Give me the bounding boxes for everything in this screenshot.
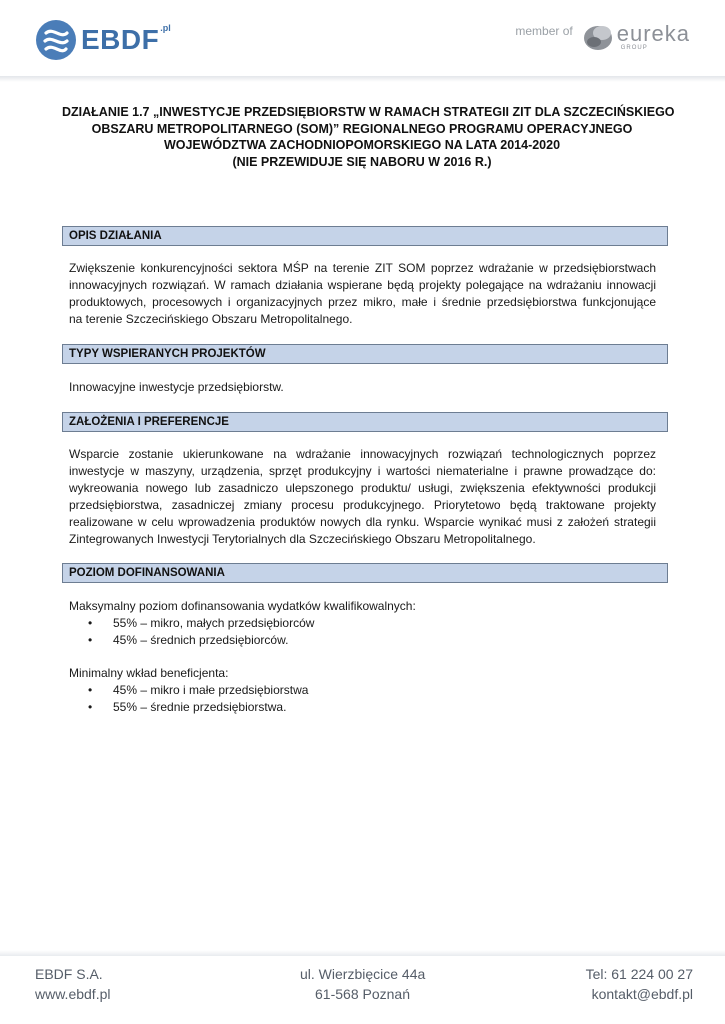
typy-paragraph [69,379,656,396]
bullet-icon: • [88,700,93,714]
poziom-intro-max [69,598,656,615]
zalozenia-paragraph [69,446,656,548]
document-title [62,104,675,170]
footer-contact [586,964,693,1004]
logo-domain-suffix: .pl [160,23,171,33]
member-of-eureka [515,22,690,52]
poziom-intro-min [69,665,656,682]
text-line: innowacyjnych rozwiązań. W ramach działania wspierane będą projekty polegające na wdrażaniu innowacji [69,278,656,292]
footer-address [300,964,425,1004]
text-line: Zwiększenie konkurencyjności sektora MŚP na terenie ZIT SOM poprzez wdrażanie w przedsiębiorstwach [69,261,656,275]
section-heading-typy: TYPY WSPIERANYCH PROJEKTÓW [62,344,668,364]
list-item [88,615,314,632]
footer-divider [0,950,725,956]
text-line: Innowacyjne inwestycje przedsiębiorstw. [69,380,284,394]
title-line: (NIE PRZEWIDUJE SIĘ NABORU W 2016 R.) [232,154,492,169]
ebdf-logo[interactable] [35,18,171,62]
ebdf-logo-icon [35,19,77,61]
eureka-name: eureka [616,21,690,46]
text-line: Zintegrowanych Inwestycji Terytorialnych dla Szczecińskiego Obszaru Metropolitalnego. [69,532,536,546]
section-heading-zalozenia: ZAŁOŻENIA I PREFERENCJE [62,412,668,432]
bullet-icon: • [88,683,93,697]
text-line: wykreowania nowego lub zasadniczo ulepszonego produktu/ usługi, zwiększenia efektywności produkcji [69,481,656,495]
city-address: 61-568 Poznań [315,986,410,1002]
text-line: Maksymalny poziom dofinansowania wydatków kwalifikowalnych: [69,599,416,613]
list-item [88,632,288,649]
header-divider [0,76,725,82]
logo-text: EBDF [81,24,160,55]
section-heading-opis: OPIS DZIAŁANIA [62,226,668,246]
title-line: WOJEWÓDZTWA ZACHODNIOPOMORSKIEGO NA LATA 2014-2020 [163,138,561,153]
list-item [88,682,308,699]
text-line: Wsparcie zostanie ukierunkowane na wdrażanie innowacyjnych rozwiązań technologicznych poprzez [69,447,656,461]
page-header [0,0,725,80]
eureka-logo-icon [581,22,615,52]
title-line: OBSZARU METROPOLITARNEGO (SOM)” REGIONALNEGO PROGRAMU OPERACYJNEGO [91,121,633,136]
street-address: ul. Wierzbięcice 44a [300,966,426,982]
eureka-group-label: GROUP [620,45,648,51]
list-item-text: 55% – mikro, małych przedsiębiorców [113,616,315,630]
list-item-text: 55% – średnie przedsiębiorstwa. [113,700,287,714]
member-of-label: member of [515,24,573,38]
list-item-text: 45% – mikro i małe przedsiębiorstwa [113,683,309,697]
text-line: inwestycje w maszyny, urządzenia, sprzęt produkcyjny i wartości niematerialne i prawne prowadzące do: [69,464,656,478]
list-item [88,699,286,716]
text-line: przedsiębiorstwa, zasadniczej zmiany procesu produkcyjnego. Priorytetowo będą traktowane projekty [69,498,656,512]
text-line: Minimalny wkład beneficjenta: [69,666,229,680]
page-footer [0,950,725,1024]
text-line: na terenie Szczecińskiego Obszaru Metropolitalnego. [69,312,353,326]
title-line: DZIAŁANIE 1.7 „INWESTYCJE PRZEDSIĘBIORSTW W RAMACH STRATEGII ZIT DLA SZCZECIŃSKIEGO [62,105,675,119]
text-line: realizowane w celu wprowadzenia produktów nowych dla rynku. Wsparcie wynikać musi z założeń strategii [69,515,656,529]
footer-company [35,964,110,1004]
section-heading-poziom: POZIOM DOFINANSOWANIA [62,563,668,583]
company-name: EBDF S.A. [35,966,103,982]
list-item-text: 45% – średnich przedsiębiorców. [113,633,289,647]
eureka-wordmark [617,23,690,51]
bullet-icon: • [88,616,93,630]
opis-paragraph [69,260,656,328]
email-link[interactable]: kontakt@ebdf.pl [591,986,693,1002]
website-link[interactable]: www.ebdf.pl [35,986,111,1002]
text-line: produktowych, procesowych i organizacyjnych przez mikro, małe i średnie przedsiębiorstwa funkcjonujące [69,295,656,309]
phone-number[interactable]: Tel: 61 224 00 27 [585,966,693,982]
bullet-icon: • [88,633,93,647]
